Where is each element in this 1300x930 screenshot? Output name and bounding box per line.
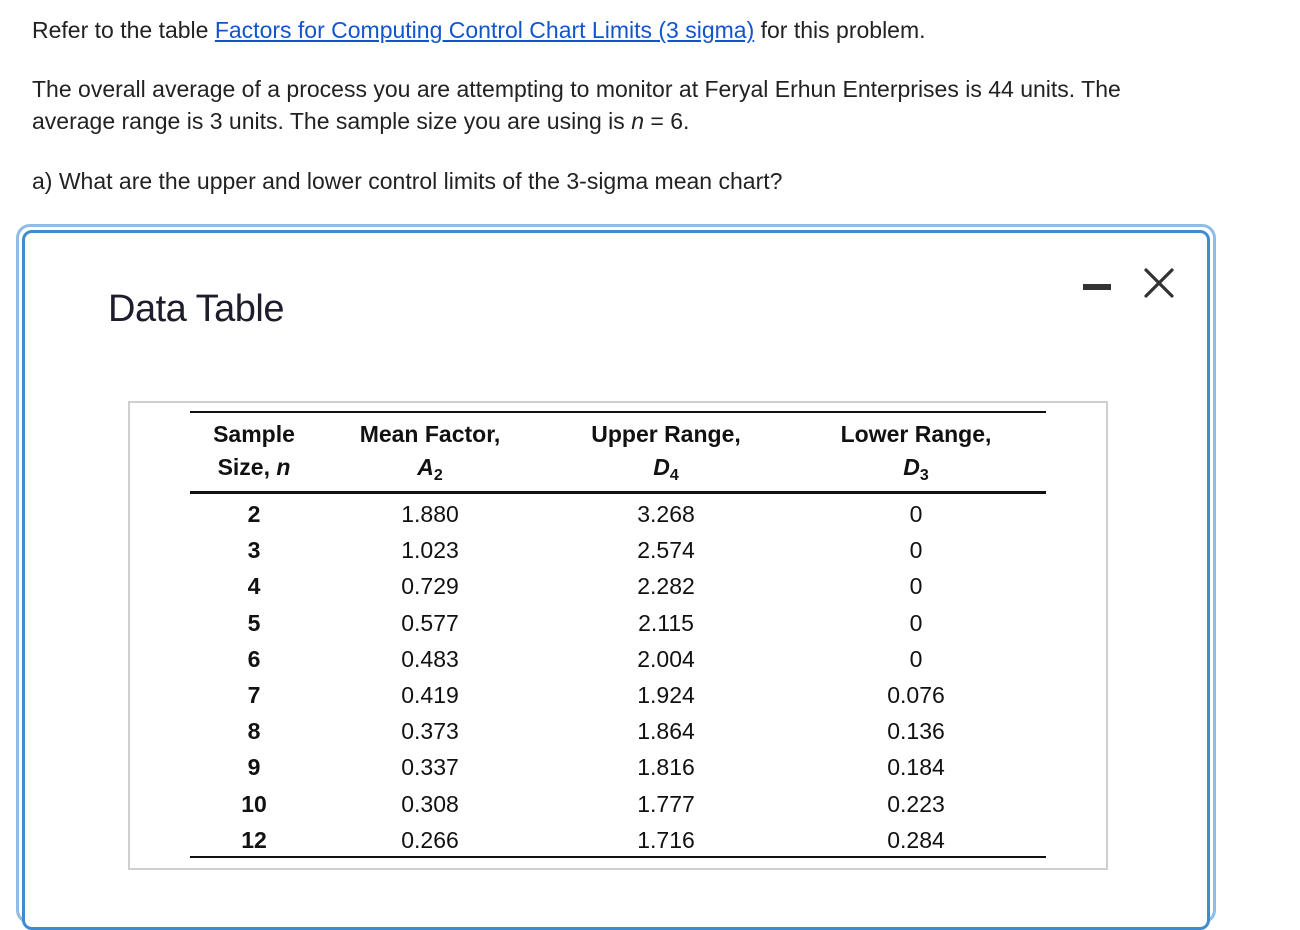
problem-text: average range is 3 units. The sample size you are using is — [32, 108, 632, 134]
cell-lower-range: 0 — [909, 609, 923, 636]
cell-upper-range: 1.816 — [637, 754, 695, 781]
factors-table-link[interactable]: Factors for Computing Control Chart Limits (3 sigma) — [214, 17, 755, 43]
header-label: Lower Range, — [840, 421, 992, 447]
header-label: Upper Range, — [591, 421, 741, 447]
cell-mean-factor: 0.419 — [401, 682, 459, 708]
cell-sample-size: 2 — [247, 501, 261, 527]
cell-mean-factor: 1.023 — [401, 537, 459, 564]
problem-line-3 — [32, 105, 689, 137]
cell-mean-factor: 0.729 — [401, 573, 459, 600]
header-symbol: Size, n — [217, 454, 291, 480]
cell-sample-size: 10 — [241, 790, 267, 817]
cell-upper-range: 2.115 — [638, 609, 694, 636]
cell-sample-size: 3 — [247, 537, 261, 564]
dialog-title: Data Table — [108, 288, 284, 330]
cell-lower-range: 0.136 — [887, 718, 945, 745]
cell-lower-range: 0.284 — [887, 826, 945, 853]
problem-text: = 6. — [643, 108, 690, 134]
cell-upper-range: 2.574 — [637, 537, 695, 564]
cell-upper-range: 1.777 — [637, 790, 695, 817]
cell-upper-range: 1.864 — [637, 718, 695, 745]
cell-mean-factor: 0.337 — [401, 754, 459, 781]
problem-text: Refer to the table — [32, 17, 215, 43]
header-label: Mean Factor, — [359, 421, 501, 447]
cell-lower-range: 0.076 — [887, 682, 945, 708]
header-symbol: $A_2$ — [417, 454, 443, 484]
cell-lower-range: 0 — [909, 501, 923, 527]
cell-mean-factor: 0.266 — [401, 826, 459, 853]
sample-size-variable: n — [631, 108, 644, 134]
header-mean-factor — [320, 418, 540, 492]
cell-upper-range: 2.282 — [637, 573, 695, 600]
cell-sample-size: 12 — [241, 826, 267, 853]
cell-mean-factor: 0.483 — [401, 645, 459, 672]
cell-upper-range: 2.004 — [637, 645, 695, 672]
cell-mean-factor: 1.880 — [401, 501, 459, 527]
cell-sample-size: 8 — [247, 718, 261, 745]
header-symbol: $D_4$ — [653, 454, 679, 484]
cell-sample-size: 4 — [247, 573, 261, 600]
cell-mean-factor: 0.373 — [401, 718, 459, 745]
cell-lower-range: 0 — [909, 537, 923, 564]
cell-lower-range: 0 — [909, 645, 923, 672]
header-label: Sample — [213, 421, 295, 447]
minimize-icon[interactable] — [1083, 284, 1111, 290]
cell-lower-range: 0.223 — [887, 790, 945, 817]
close-icon[interactable] — [1140, 264, 1178, 302]
cell-upper-range: 3.268 — [637, 501, 695, 527]
problem-line-2: The overall average of a process you are attempting to monitor at Feryal Erhun Enterprises is 44 units. The — [32, 76, 1121, 102]
cell-sample-size: 5 — [247, 609, 261, 636]
cell-lower-range: 0.184 — [887, 754, 945, 781]
header-symbol: $D_3$ — [903, 454, 929, 484]
cell-upper-range: 1.924 — [637, 682, 695, 708]
table-top-rule — [190, 411, 1046, 413]
cell-mean-factor: 0.308 — [401, 790, 459, 817]
cell-sample-size: 7 — [247, 682, 261, 708]
header-lower-range — [796, 418, 1036, 492]
table-bottom-rule — [190, 856, 1046, 858]
cell-upper-range: 1.716 — [637, 826, 695, 853]
cell-sample-size: 9 — [247, 754, 261, 781]
cell-sample-size: 6 — [247, 645, 261, 672]
cell-mean-factor: 0.577 — [401, 609, 459, 636]
problem-line-1 — [32, 14, 926, 46]
problem-text: for this problem. — [754, 17, 926, 43]
header-sample-size — [174, 418, 334, 484]
header-upper-range — [546, 418, 786, 492]
question-a: a) What are the upper and lower control limits of the 3-sigma mean chart? — [32, 168, 783, 194]
cell-lower-range: 0 — [909, 573, 923, 600]
